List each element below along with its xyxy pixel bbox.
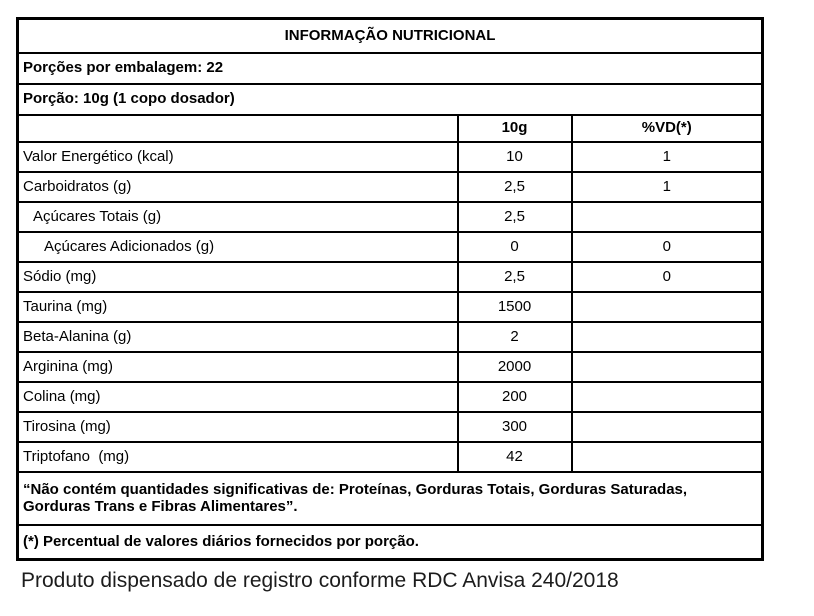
row-daily-value [572, 352, 763, 382]
header-daily-value: %VD(*) [572, 115, 763, 142]
table-row-tirosina [18, 412, 763, 442]
row-label: Tirosina (mg) [18, 412, 458, 442]
row-label: Açúcares Adicionados (g) [18, 232, 458, 262]
table-row-valor-energetico [18, 142, 763, 172]
servings-per-package-row [18, 53, 763, 84]
servings-per-package: Porções por embalagem: 22 [18, 53, 763, 84]
footnote-line-2: Gorduras Trans e Fibras Alimentares”. [23, 498, 298, 515]
portion: Porção: 10g (1 copo dosador) [18, 84, 763, 115]
row-label: Triptofano (mg) [18, 442, 458, 472]
row-label: Arginina (mg) [18, 352, 458, 382]
row-label: Valor Energético (kcal) [18, 142, 458, 172]
row-amount: 300 [458, 412, 572, 442]
table-row-triptofano [18, 442, 763, 472]
row-amount: 200 [458, 382, 572, 412]
table-row-arginina [18, 352, 763, 382]
row-label: Taurina (mg) [18, 292, 458, 322]
row-daily-value [572, 382, 763, 412]
row-daily-value: 0 [572, 232, 763, 262]
footnote-daily-value: (*) Percentual de valores diários fornecidos por porção. [18, 525, 763, 560]
row-label: Açúcares Totais (g) [18, 202, 458, 232]
row-amount: 1500 [458, 292, 572, 322]
row-label: Colina (mg) [18, 382, 458, 412]
footnote-daily-value-row [18, 525, 763, 560]
table-row-colina [18, 382, 763, 412]
portion-row [18, 84, 763, 115]
row-daily-value: 1 [572, 142, 763, 172]
row-label: Sódio (mg) [18, 262, 458, 292]
row-daily-value [572, 292, 763, 322]
row-amount: 2,5 [458, 262, 572, 292]
nutrition-facts-table [16, 17, 764, 561]
table-row-acucares-totais [18, 202, 763, 232]
header-amount: 10g [458, 115, 572, 142]
table-row-sodio [18, 262, 763, 292]
registration-exemption-caption: Produto dispensado de registro conforme RDC Anvisa 240/2018 [21, 569, 619, 592]
table-row-taurina [18, 292, 763, 322]
header-empty-cell [18, 115, 458, 142]
footnote-no-significant [18, 472, 763, 525]
row-daily-value: 1 [572, 172, 763, 202]
row-daily-value [572, 442, 763, 472]
column-header-row [18, 115, 763, 142]
row-amount: 2000 [458, 352, 572, 382]
row-daily-value: 0 [572, 262, 763, 292]
row-label: Beta-Alanina (g) [18, 322, 458, 352]
footnote-line-1: “Não contém quantidades significativas de: Proteínas, Gorduras Totais, Gorduras Saturadas, [23, 480, 688, 498]
row-label: Carboidratos (g) [18, 172, 458, 202]
row-amount: 0 [458, 232, 572, 262]
table-row-acucares-adicionados [18, 232, 763, 262]
table-row-beta-alanina [18, 322, 763, 352]
row-amount: 2,5 [458, 172, 572, 202]
table-title-row [18, 19, 763, 53]
row-amount: 2 [458, 322, 572, 352]
row-amount: 10 [458, 142, 572, 172]
row-amount: 2,5 [458, 202, 572, 232]
row-daily-value [572, 202, 763, 232]
row-daily-value [572, 322, 763, 352]
footnote-no-significant-row [18, 472, 763, 525]
row-daily-value [572, 412, 763, 442]
table-row-carboidratos [18, 172, 763, 202]
table-title: INFORMAÇÃO NUTRICIONAL [18, 19, 763, 53]
row-amount: 42 [458, 442, 572, 472]
